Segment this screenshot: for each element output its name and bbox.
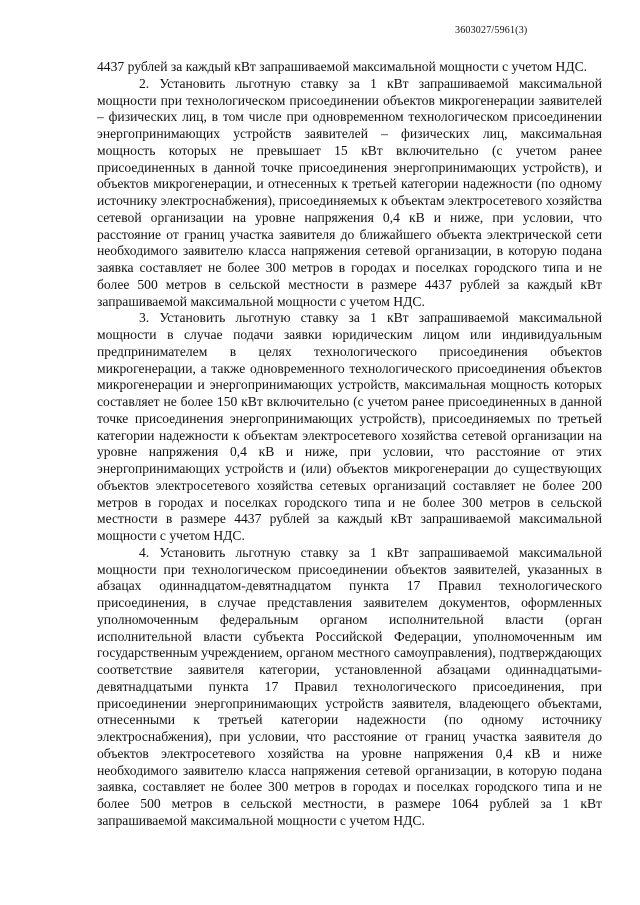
document-body	[97, 59, 602, 830]
paragraph-continuation: 4437 рублей за каждый кВт запрашиваемой максимальной мощности с учетом НДС.	[97, 59, 588, 74]
paragraph-item-2: 2. Установить льготную ставку за 1 кВт запрашиваемой максимальной мощности при технологическом присоединении объектов микрогенерации заявителей – физических лиц, в том числе при одновременном технологическом присоединении энергопринимающих устройств заявителей – физических лиц, максимальная мощность которых не превышает 15 кВт включительно (с учетом ранее присоединенных в данной точке присоединения энергопринимающих устройств), и объектов микрогенерации, и отнесенных к третьей категории надежности (по одному источнику электроснабжения), присоединяемых к объектам электросетевого хозяйства сетевой организации на уровне напряжения 0,4 кВ и ниже, при условии, что расстояние от границ участка заявителя до ближайшего объекта электрической сети необходимого заявителю класса напряжения сетевой организации, в которую подана заявка составляет не более 300 метров в городах и поселках городского типа и не более 500 метров в сельской местности в размере 4437 рублей за каждый кВт запрашиваемой максимальной мощности с учетом НДС.	[97, 75, 602, 309]
paragraph-item-3: 3. Установить льготную ставку за 1 кВт запрашиваемой максимальной мощности в случае подачи заявки юридическим лицом или индивидуальным предпринимателем в целях технологического присоединения объектов микрогенерации, а также одновременного технологического присоединения объектов микрогенерации и энергопринимающих устройств, максимальная мощность которых составляет не более 150 кВт включительно (с учетом ранее присоединенных в данной точке присоединения энергопринимающих устройств), присоединяемых по третьей категории надежности к объектам электросетевого хозяйства сетевой организации на уровне напряжения 0,4 кВ и ниже, при условии, что расстояние от этих энергопринимающих устройств и (или) объектов микрогенерации до существующих объектов электросетевого хозяйства сетевых организаций составляет не более 200 метров в городах и поселках городского типа и не более 300 метров в сельской местности в размере 4437 рублей за каждый кВт запрашиваемой максимальной мощности с учетом НДС.	[97, 310, 602, 543]
document-number: 3603027/5961(3)	[455, 25, 528, 36]
paragraph-item-4: 4. Установить льготную ставку за 1 кВт запрашиваемой максимальной мощности при технологическом присоединении объектов заявителей, указанных в абзацах одиннадцатом-девятнадцатом пункта 17 Правил технологического присоединения, в случае представления заявителем документов, оформленных уполномоченным федеральным органом исполнительной власти (орган исполнительной власти субъекта Российской Федерации, уполномоченным им государственным учреждением, органом местного самоуправления), подтверждающих соответствие заявителя категории, установленной абзацами одиннадцатыми-девятнадцатыми пункта 17 Правил технологического присоединения, при присоединении энергопринимающих устройств заявителя, владеющего объектами, отнесенными к третьей категории надежности (по одному источнику электроснабжения), при условии, что расстояние от границ участка заявителя до объектов электросетевого хозяйства на уровне напряжения 0,4 кВ и ниже необходимого заявителю класса напряжения сетевой организации, в которую подана заявка, составляет не более 300 метров в городах и поселках городского типа и не более 500 метров в сельской местности, в размере 1064 рублей за 1 кВт запрашиваемой максимальной мощности с учетом НДС.	[97, 544, 602, 828]
